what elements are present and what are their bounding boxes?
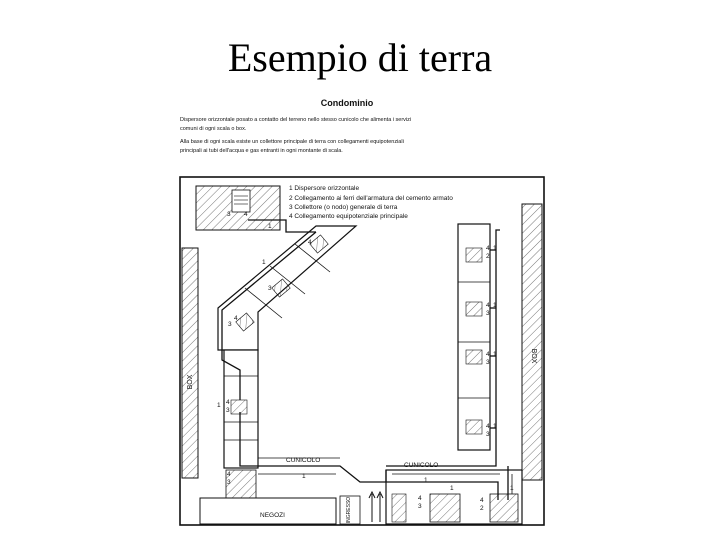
marker: 4 <box>227 471 231 478</box>
drawing-heading: Condominio <box>320 98 374 108</box>
ingresso-label: INGRESSO <box>346 496 352 524</box>
description-line-4: principali ai tubi dell'acqua e gas entranti in ogni montante di scala. <box>180 148 343 154</box>
marker: 1 <box>217 402 221 409</box>
bottom-room-2 <box>490 494 518 522</box>
marker: 1 <box>510 485 514 492</box>
marker: 3 <box>418 503 422 510</box>
marker: 2 <box>486 253 490 260</box>
marker: 3 <box>227 211 231 218</box>
marker: 4 <box>308 239 312 246</box>
marker: 1 <box>302 473 306 480</box>
marker: 4 <box>226 399 230 406</box>
marker: 3 <box>486 359 490 366</box>
description-line-2: comuni di ogni scala o box. <box>180 126 247 132</box>
description-line-3: Alla base di ogni scala esiste un collettore principale di terra con collegamenti equipotenziali <box>180 139 404 145</box>
marker: 1 <box>450 485 454 492</box>
marker: 1 <box>493 245 497 252</box>
marker: 4 <box>486 423 490 430</box>
marker: 1 <box>493 351 497 358</box>
marker: 4 <box>234 315 238 322</box>
box-label-right: BOX <box>530 348 537 364</box>
marker: 4 <box>486 351 490 358</box>
marker: 2 <box>480 505 484 512</box>
marker: 1 <box>424 477 428 484</box>
marker: 3 <box>486 431 490 438</box>
stair-block-top <box>232 190 250 212</box>
marker: 4 <box>418 495 422 502</box>
slide-title: Esempio di terra <box>227 35 493 80</box>
cunicolo-label-right: CUNICOLO <box>404 462 439 469</box>
stair-block-left <box>231 400 247 414</box>
marker: 3 <box>268 285 272 292</box>
stair-block-bottom-center <box>392 494 406 522</box>
marker: 4 <box>486 245 490 252</box>
marker: 1 <box>262 259 266 266</box>
right-box-strip <box>522 204 542 480</box>
left-box-strip <box>182 248 198 478</box>
legend-item-4: 4 Collegamento equipotenziale principale <box>289 213 408 220</box>
bottom-room-1 <box>430 494 460 522</box>
marker: 3 <box>486 310 490 317</box>
cunicolo-label-left: CUNICOLO <box>286 457 321 464</box>
legend-item-2: 2 Collegamento ai ferri dell'armatura del cemento armato <box>289 195 453 202</box>
marker: 1 <box>493 423 497 430</box>
shops-strip <box>200 498 336 524</box>
description-line-1: Dispersore orizzontale posato a contatto del terreno nello stesso cunicolo che alimenta i servizi <box>180 117 412 123</box>
negozi-label: NEGOZI <box>260 512 285 519</box>
marker: 1 <box>268 223 272 230</box>
marker: 4 <box>486 302 490 309</box>
marker: 4 <box>244 211 248 218</box>
legend-item-3: 3 Collettore (o nodo) generale di terra <box>289 204 398 211</box>
marker: 1 <box>493 302 497 309</box>
legend-item-1: 1 Dispersore orizzontale <box>289 185 360 192</box>
box-label-left: BOX <box>187 374 194 390</box>
marker: 4 <box>480 497 484 504</box>
marker: 3 <box>226 407 230 414</box>
marker: 3 <box>228 321 232 328</box>
marker: 3 <box>227 479 231 486</box>
